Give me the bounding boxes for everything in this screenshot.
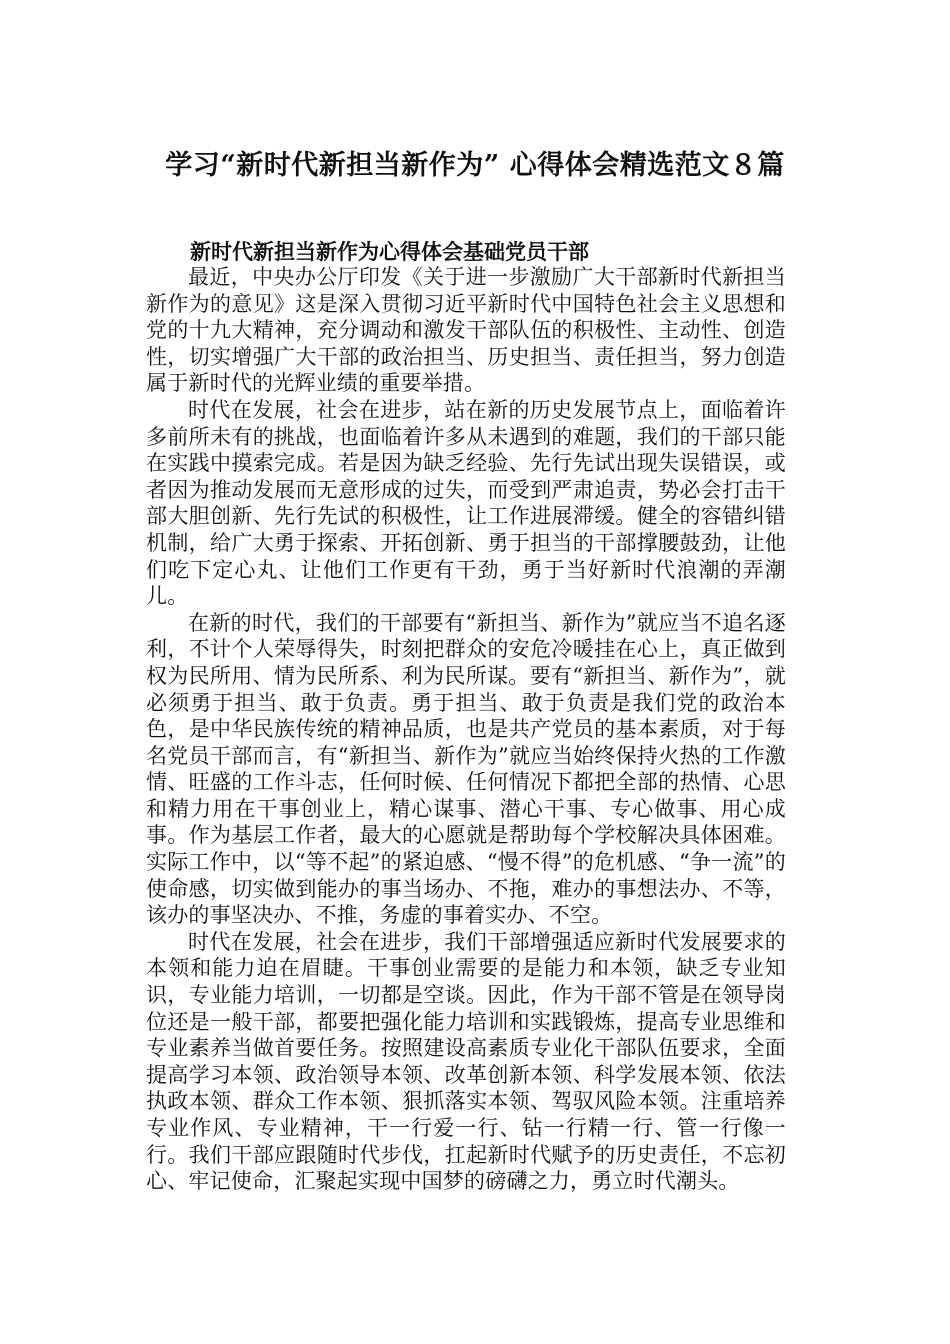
paragraph-4: 时代在发展，社会在进步，我们干部增强适应新时代发展要求的本领和能力迫在眉睫。干事创业需要的是能力和本领，缺乏专业知识，专业能力培训，一切都是空谈。因此，作为干部不管是在领导岗位还是一般干部，都要把强化能力培训和实践锻炼，提高专业思维和专业素养当做首要任务。按照建设高素质专业化干部队伍要求，全面提高学习本领、政治领导本领、改革创新本领、科学发展本领、依法执政本领、群众工作本领、狠抓落实本领、驾驭风险本领。注重培养专业作风、专业精神，干一行爱一行、钻一行精一行、管一行像一行。我们干部应跟随时代步伐，扛起新时代赋予的历史责任，不忘初心、牢记使命，汇聚起实现中国梦的磅礴之力，勇立时代潮头。 <box>146 929 786 1194</box>
paragraph-2: 时代在发展，社会在进步，站在新的历史发展节点上，面临着许多前所未有的挑战，也面临着许多从未遇到的难题，我们的干部只能在实践中摸索完成。若是因为缺乏经验、先行先试出现失误错误，或者因为推动发展而无意形成的过失，而受到严肃追责，势必会打击干部大胆创新、先行先试的积极性，让工作进展滞缓。健全的容错纠错机制，给广大勇于探索、开拓创新、勇于担当的干部撑腰鼓劲，让他们吃下定心丸、让他们工作更有干劲，勇于当好新时代浪潮的弄潮儿。 <box>146 397 786 609</box>
paragraph-1: 最近，中央办公厅印发《关于进一步激励广大干部新时代新担当新作为的意见》这是深入贯彻习近平新时代中国特色社会主义思想和党的十九大精神，充分调动和激发干部队伍的积极性、主动性、创造性，切实增强广大干部的政治担当、历史担当、责任担当，努力创造属于新时代的光辉业绩的重要举措。 <box>146 265 786 396</box>
document-title: 学习“新时代新担当新作为” 心得体会精选范文８篇 <box>165 150 785 181</box>
section-heading: 新时代新担当新作为心得体会基础党员干部 <box>190 239 589 264</box>
paragraph-3: 在新的时代，我们的干部要有“新担当、新作为”就应当不追名逐利，不计个人荣辱得失，时刻把群众的安危冷暖挂在心上，真正做到权为民所用、情为民所系、利为民所谋。要有“新担当、新作为”，就必须勇于担当、敢于负责。勇于担当、敢于负责是我们党的政治本色，是中华民族传统的精神品质，也是共产党员的基本素质，对于每名党员干部而言，有“新担当、新作为”就应当始终保持火热的工作激情、旺盛的工作斗志，任何时候、任何情况下都把全部的热情、心思和精力用在干事创业上，精心谋事、潜心干事、专心做事、用心成事。作为基层工作者，最大的心愿就是帮助每个学校解决具体困难。实际工作中，以“等不起”的紧迫感、“慢不得”的危机感、“争一流”的使命感，切实做到能办的事当场办、不拖，难办的事想法办、不等，该办的事坚决办、不推，务虚的事着实办、不空。 <box>146 610 786 928</box>
document-body <box>146 264 786 1195</box>
